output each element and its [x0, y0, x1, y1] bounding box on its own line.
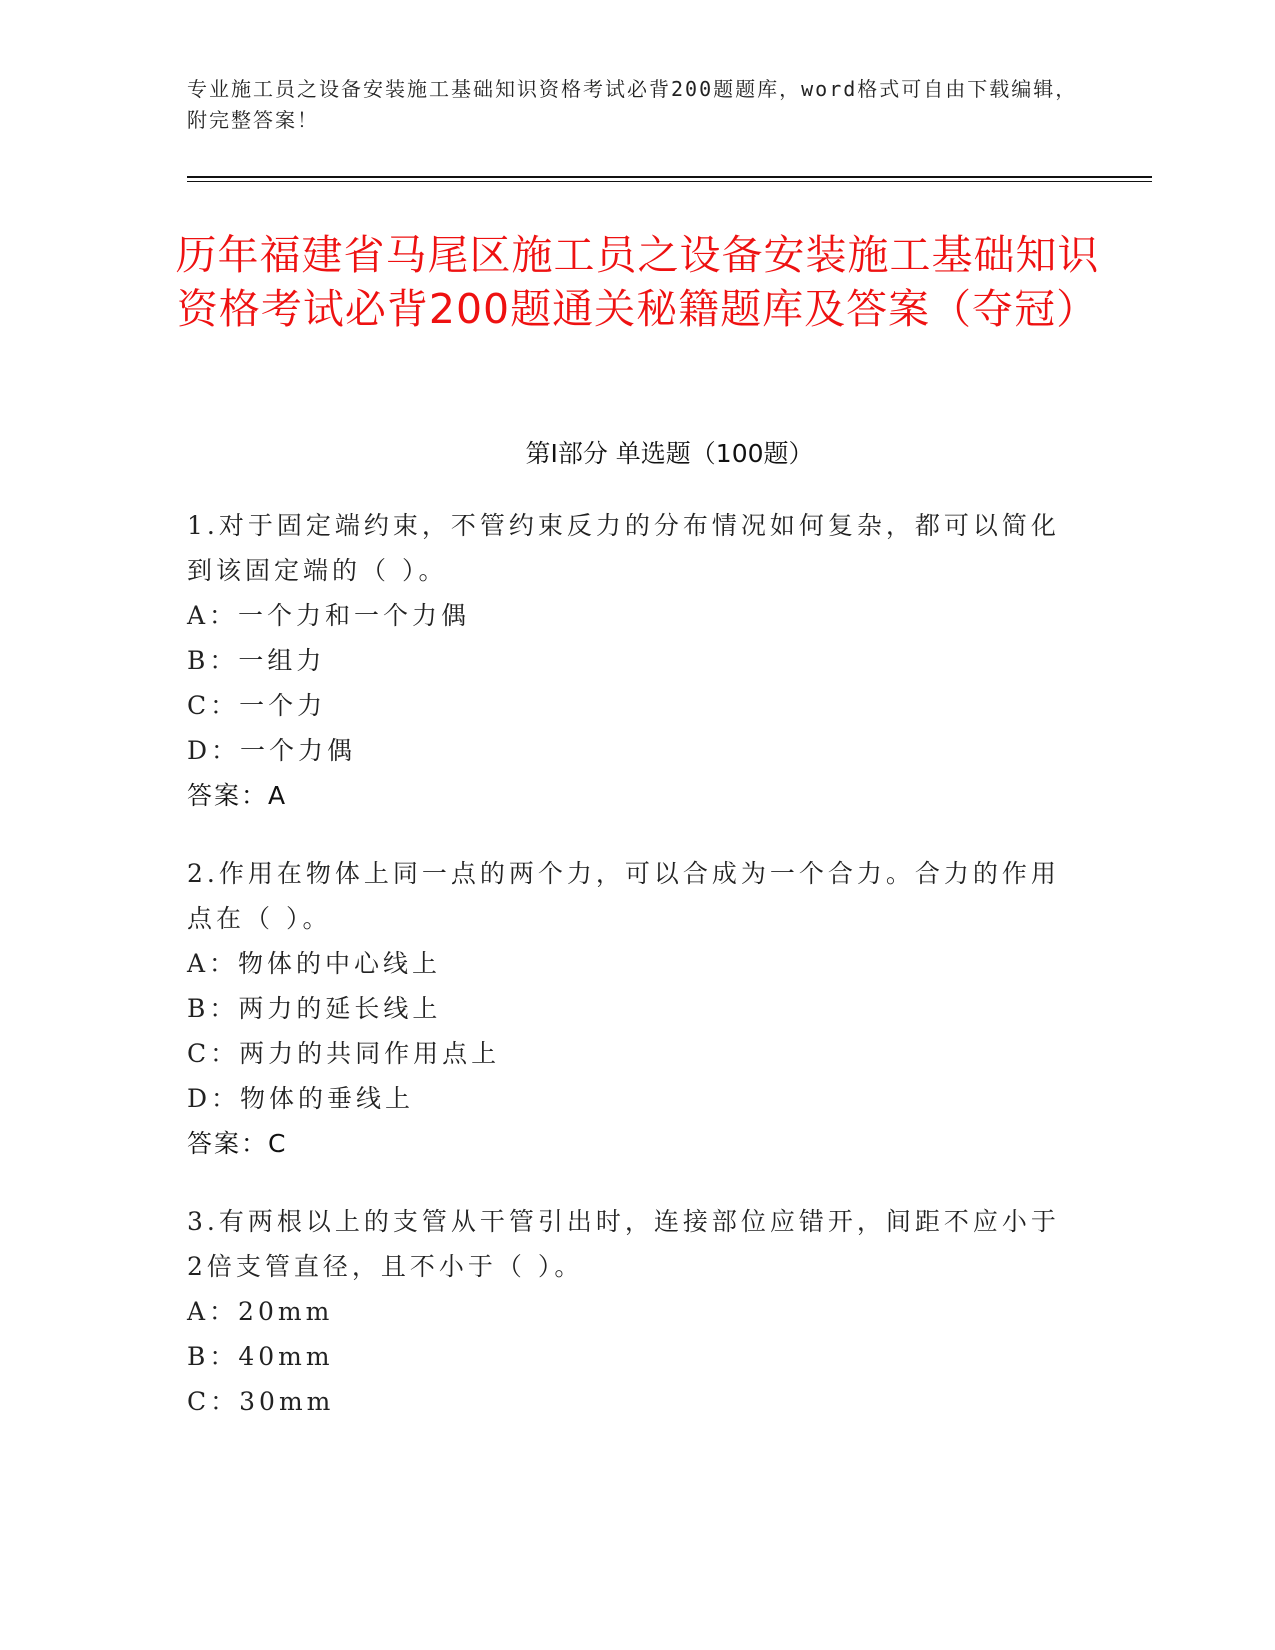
answer: 答案：C [187, 1129, 288, 1158]
question-stem: 2.作用在物体上同一点的两个力，可以合成为一个合力。合力的作用点在（ ）。 [187, 859, 1060, 933]
question-stem: 3.有两根以上的支管从干管引出时，连接部位应错开，间距不应小于2倍支管直径，且不小于（ ）。 [187, 1207, 1060, 1281]
header-note: 专业施工员之设备安装施工基础知识资格考试必背200题题库，word格式可自由下载编辑，附完整答案！ [187, 77, 1078, 132]
document-title: 历年福建省马尾区施工员之设备安装施工基础知识资格考试必背200题通关秘籍题库及答案（夺冠） [175, 231, 1100, 333]
option-a: A：20mm [187, 1297, 334, 1326]
answer: 答案：A [187, 781, 288, 810]
option-c: C：两力的共同作用点上 [187, 1039, 501, 1068]
header-divider-thick [187, 176, 1152, 178]
option-d: D：一个力偶 [187, 736, 357, 765]
question-3 [187, 1199, 1067, 1424]
option-b: B：40mm [187, 1342, 334, 1371]
option-d: D：物体的垂线上 [187, 1084, 415, 1113]
option-b: B：两力的延长线上 [187, 994, 442, 1023]
option-c: C：30mm [187, 1387, 335, 1416]
question-1 [187, 503, 1067, 818]
header-divider-thin [187, 181, 1152, 182]
option-a: A：物体的中心线上 [187, 949, 442, 978]
question-stem: 1.对于固定端约束，不管约束反力的分布情况如何复杂，都可以简化到该固定端的（ ）。 [187, 511, 1060, 585]
question-2 [187, 851, 1067, 1166]
option-b: B：一组力 [187, 646, 326, 675]
option-a: A：一个力和一个力偶 [187, 601, 471, 630]
section-heading: 第Ⅰ部分 单选题（100题） [525, 439, 814, 468]
option-c: C：一个力 [187, 691, 327, 720]
